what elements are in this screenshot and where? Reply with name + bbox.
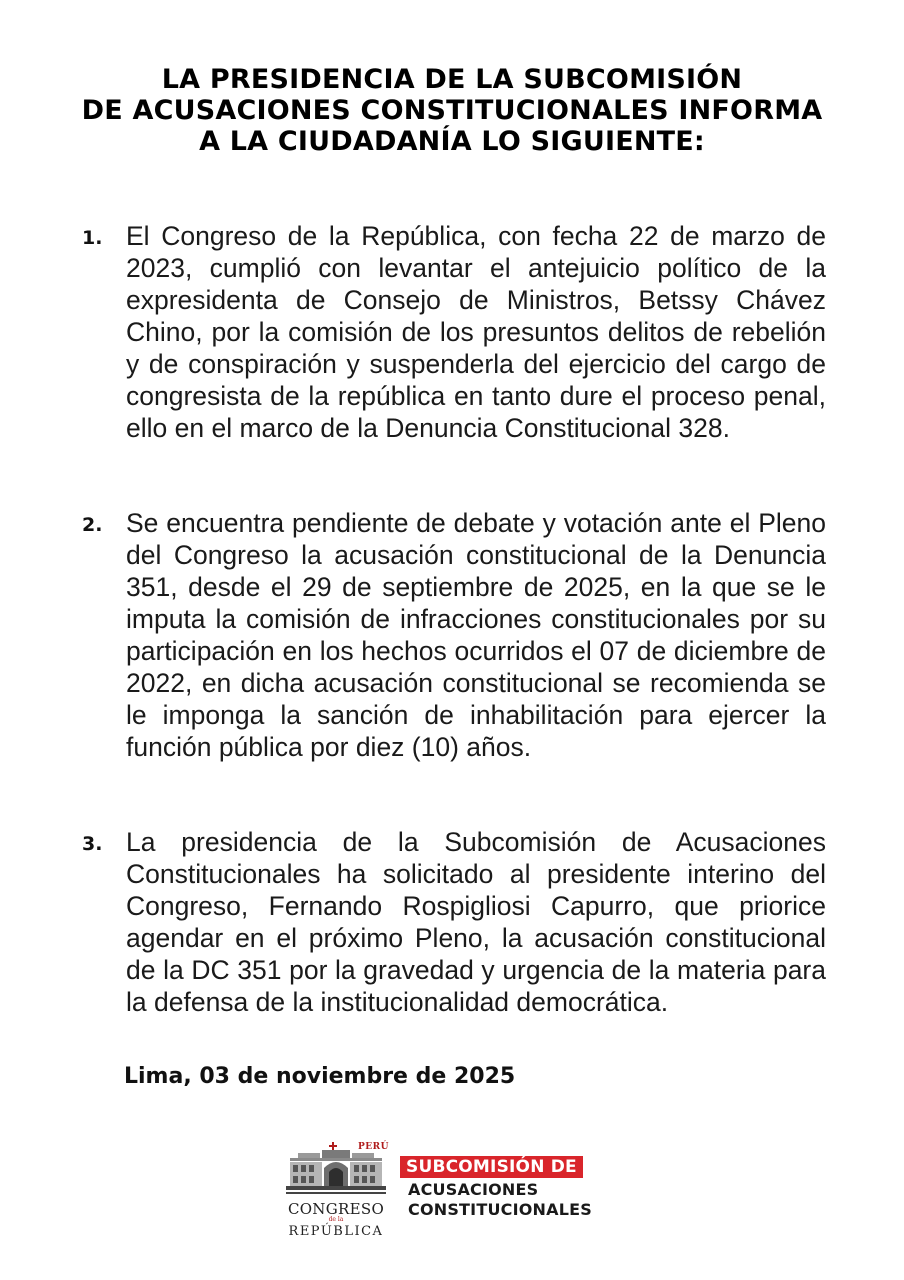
subcomision-line-constitucionales: CONSTITUCIONALES xyxy=(408,1200,592,1219)
republica-label: REPÚBLICA xyxy=(288,1224,384,1239)
subcomision-line-acusaciones: ACUSACIONES xyxy=(408,1180,539,1199)
de-la-label: de la xyxy=(328,1216,344,1223)
congreso-label: CONGRESO xyxy=(287,1200,385,1218)
peru-label: PERÚ xyxy=(358,1142,389,1152)
subcomision-logo xyxy=(400,1156,630,1226)
item-text: El Congreso de la República, con fecha 22 de marzo de 2023, cumplió con levantar el antejuicio político de la expresidenta de Consejo de Ministros, Betssy Chávez Chino, por la comisión de los presuntos delitos de rebelión y de conspiración y suspenderla del ejercicio del cargo de congresista de la república en tanto dure el proceso penal, ello en el marco de la Denuncia Constitucional 328. xyxy=(126,221,826,443)
item-text: La presidencia de la Subcomisión de Acusaciones Constitucionales ha solicitado al presidente interino del Congreso, Fernando Rospigliosi Capurro, que priorice agendar en el próximo Pleno, la acusación constitucional de la DC 351 por la gravedad y urgencia de la materia para la defensa de la institucionalidad democrática. xyxy=(126,827,826,1017)
title-line-2: DE ACUSACIONES CONSTITUCIONALES INFORMA xyxy=(81,95,823,126)
item-text: Se encuentra pendiente de debate y votación ante el Pleno del Congreso la acusación constitucional de la Denuncia 351, desde el 29 de septiembre de 2025, en la que se le imputa la comisión de infracciones constitucionales por su participación en los hechos ocurridos el 07 de diciembre de 2022, en dicha acusación constitucional se recomienda se le imponga la sanción de inhabilitación para ejercer la función pública por diez (10) años. xyxy=(126,508,826,762)
dateline: Lima, 03 de noviembre de 2025 xyxy=(124,1064,516,1089)
title-line-3: A LA CIUDADANÍA LO SIGUIENTE: xyxy=(199,126,705,157)
subcomision-badge: SUBCOMISIÓN DE xyxy=(400,1156,583,1178)
congreso-logo xyxy=(284,1140,388,1244)
item-number: 3. xyxy=(82,833,103,855)
title-line-1: LA PRESIDENCIA DE LA SUBCOMISIÓN xyxy=(161,64,743,95)
item-number: 1. xyxy=(82,227,103,249)
item-number: 2. xyxy=(82,514,103,536)
page-title xyxy=(0,64,904,157)
